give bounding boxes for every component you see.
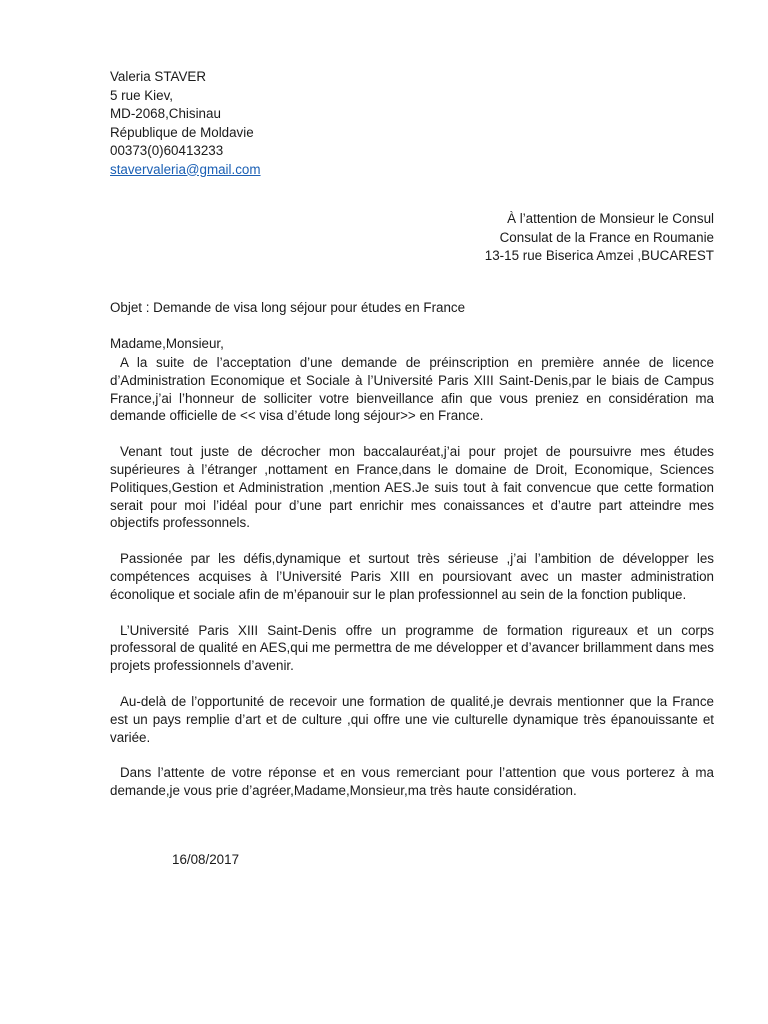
recipient-line-3: 13-15 rue Biserica Amzei ,BUCAREST xyxy=(484,248,714,263)
body-paragraph: A la suite de l’acceptation d’une demande de préinscription en première année de licence d’Administration Economique et Sociale à l’Université Paris XIII Saint-Denis,par le biais de Campus France,j’ai l’honneur de solliciter votre bienveillance afin que vous preniez en considération ma demande officielle de << visa d’étude long séjour>> en France. xyxy=(110,355,714,424)
body-paragraph: Au-delà de l’opportunité de recevoir une formation de qualité,je devrais mentionner que la France est un pays remplie d’art et de culture ,qui offre une vie culturelle dynamique très épanouissante et variée. xyxy=(110,693,714,745)
recipient-line-2: Consulat de la France en Roumanie xyxy=(499,229,714,245)
letter-body xyxy=(110,354,714,818)
body-paragraph: Passionée par les défis,dynamique et surtout très sérieuse ,j’ai l’ambition de développer les compétences acquises à l’Université Paris XIII en poursiovant avec un master administration éconolique et sociale afin de m’épanouir sur le plan professionnel au sein de la fonction publique. xyxy=(110,551,714,602)
sender-street: 5 rue Kiev, xyxy=(110,87,174,103)
recipient-address-block xyxy=(485,210,714,266)
recipient-line-1: À l’attention de Monsieur le Consul xyxy=(507,211,714,226)
letter-subject: Objet : Demande de visa long séjour pour études en France xyxy=(110,300,466,315)
sender-phone: 00373(0)60413233 xyxy=(110,143,224,158)
body-paragraph: Dans l’attente de votre réponse et en vous remerciant pour l’attention que vous porterez à ma demande,je vous prie d’agréer,Madame,Monsieur,ma très haute considération. xyxy=(110,765,714,799)
body-paragraph: L’Université Paris XIII Saint-Denis offre un programme de formation rigureaux et un corps professoral de qualité en AES,qui me permettra de me développer et d’avancer brillamment dans mes projets professionnels d’avenir. xyxy=(110,622,714,674)
sender-email-link[interactable]: stavervaleria@gmail.com xyxy=(110,161,261,177)
sender-country: République de Moldavie xyxy=(110,124,254,140)
sender-address-block xyxy=(110,68,261,179)
sender-city: MD-2068,Chisinau xyxy=(110,106,221,121)
body-paragraph: Venant tout juste de décrocher mon baccalauréat,j’ai pour projet de poursuivre mes études supérieures à l’étranger ,nottament en France,dans le domaine de Droit, Economique, Sciences Politiques,Gestion et Administration ,mention AES.Je suis tout à fait convencue que cette formation serait pour moi l’idéal pour d’une part enrichir mes conaissances et d’autre part atteindre mes objectifs professonnels. xyxy=(110,444,714,531)
sender-name: Valeria STAVER xyxy=(110,69,206,84)
letter-date: 16/08/2017 xyxy=(172,852,240,867)
salutation: Madame,Monsieur, xyxy=(110,336,224,351)
